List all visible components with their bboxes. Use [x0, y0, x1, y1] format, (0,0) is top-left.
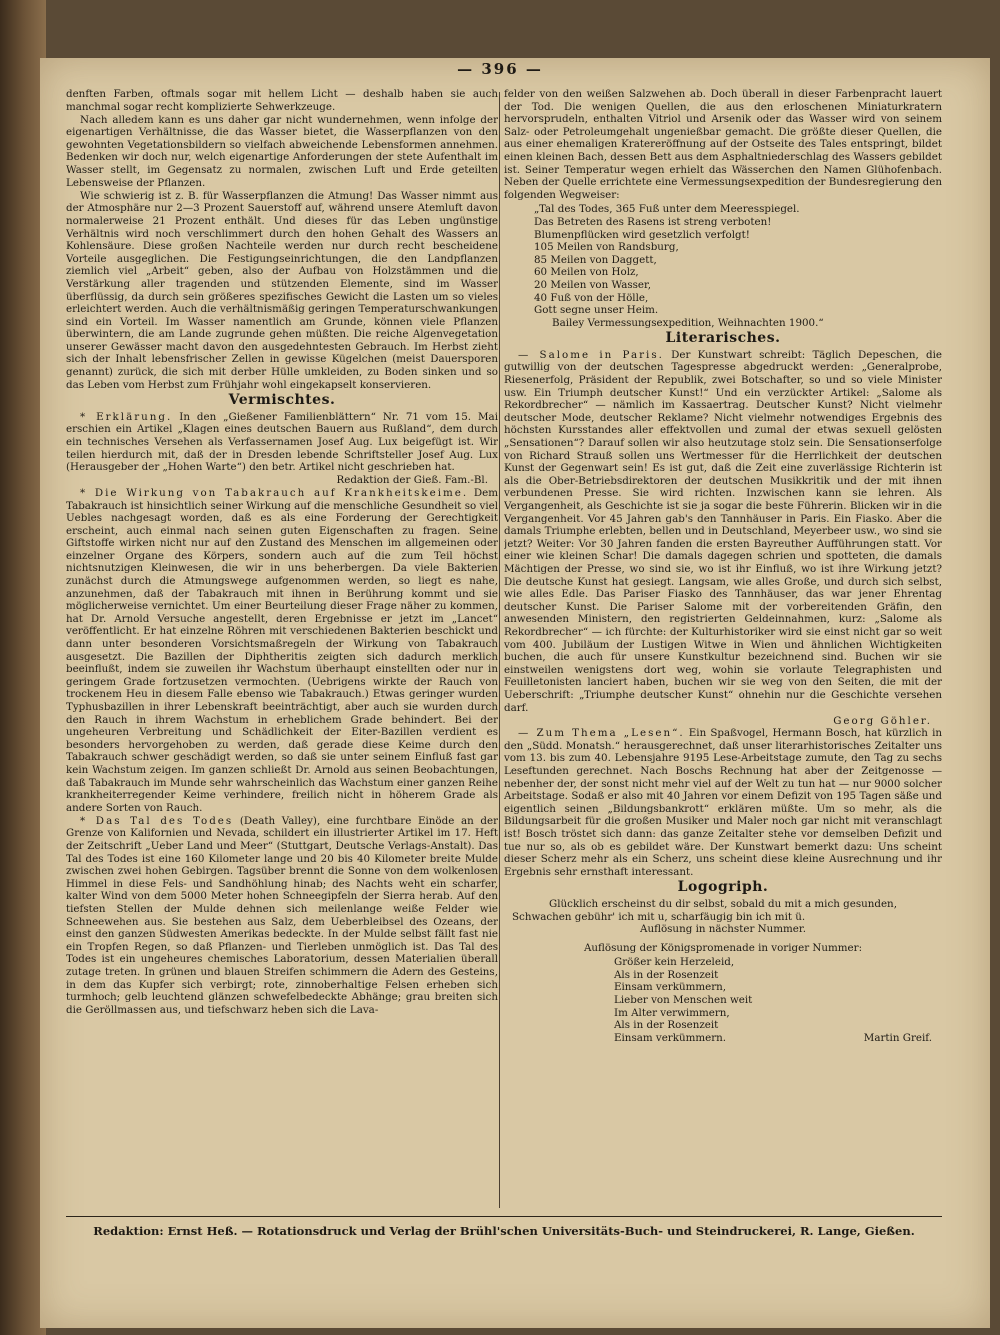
- article-salome: [504, 349, 942, 714]
- solution-line: Als in der Rosenzeit: [614, 968, 719, 981]
- solution-line: Als in der Rosenzeit: [614, 1019, 719, 1032]
- solution-line: Im Alter verwimmern,: [614, 1006, 730, 1019]
- signpost-line: 85 Meilen von Daggett,: [534, 253, 657, 266]
- footer-rule: [66, 1216, 942, 1217]
- article-text: (Death Valley), eine furchtbare Einöde an der Grenze von Kalifornien und Nevada, schildert ein illustrierter Artikel im 17. Heft der Zeitschrift „Ueber Land und Meer“ (Stuttgart, Deutsche Verlags-Anstalt). Das Tal des Todes ist eine 160 Kilometer lange und 20 bis 40 Kilometer breite Mulde zwischen zwei hohen Gebirgen. Tagsüber brennt die Sonne von dem wolkenlosen Himmel in diese Fels- und Sandhöhlung hinab; des Nachts weht ein scharfer, kalter Wind von dem 5000 Meter hohen Schneegipfeln der Sierra herab. Auf den tiefsten Stellen der Mulde dehnen sich meilenlange weiße Felder wie Schneewehen aus. Sie bestehen aus Salz, dem Ueberbleibsel des Ozeans, der einst den ganzen Südwesten Amerikas bedeckte. In der Mulde selbst fällt fast nie ein Tropfen Regen, so daß Pflanzen- und Tierleben unmöglich ist. Das Tal des Todes ist ein ungeheures chemisches Laboratorium, dessen Materialien überall zutage treten. In grünen und blauen Streifen schimmern die Adern des Gesteins, in dem das Kupfer sich verbirgt; rote, zinnoberhaltige Felsen erheben sich turmhoch; gelb leuchtend glänzen schwefelbedeckte Abhänge; grau breiten sich die Geröllmassen aus, und tiefschwarz heben sich die Lava-: [66, 814, 498, 1016]
- signpost-line: 105 Meilen von Randsburg,: [534, 241, 679, 254]
- section-heading-logogriph: Logogriph.: [677, 879, 769, 896]
- article-signature: Redaktion der Gieß. Fam.-Bl.: [336, 474, 488, 487]
- signpost-signature: Bailey Vermessungsexpedition, Weihnachten 1900.“: [552, 316, 824, 329]
- solution-line: Einsam verkümmern,: [614, 981, 727, 994]
- page-number: — 396 —: [457, 60, 543, 78]
- right-column: [504, 88, 942, 1208]
- left-column: [66, 88, 498, 1208]
- article-title: — Zum Thema „Lesen“.: [518, 727, 685, 740]
- logogriph-riddle: [504, 898, 942, 936]
- article-text: In den „Gießener Familienblättern“ Nr. 71 vom 15. Mai erschien ein Artikel „Klagen eines deutschen Bauern aus Rußland“, dem durch ein technisches Versehen als Verfassernamen Josef Aug. Lux beigefügt ist. Wir teilen hierdurch mit, daß der in Dresden lebende Schriftsteller Josef Aug. Lux (Herausgeber der „Hohen Warte“) den betr. Artikel nicht geschrieben hat.: [66, 410, 498, 474]
- solution-line: Einsam verkümmern.: [614, 1031, 727, 1044]
- section-heading-misc: Vermischtes.: [228, 392, 336, 409]
- signpost-line: „Tal des Todes, 365 Fuß unter dem Meeresspiegel.: [534, 203, 800, 216]
- signpost-line: 40 Fuß von der Hölle,: [534, 291, 649, 304]
- riddle-line: Auflösung in nächster Nummer.: [640, 923, 806, 936]
- solution-last-row: [614, 1032, 942, 1045]
- article-reading: [504, 727, 942, 878]
- paragraph: Nach alledem kann es uns daher gar nicht wundernehmen, wenn infolge der eigenartigen Verhältnisse, die das Wasser bietet, die Wasserpflanzen von den gewohnten Vegetationsbildern so vielfach abweichende Lebensformen annehmen. Bedenken wir doch nur, welch eigenartige Anforderungen der stete Aufenthalt im Wasser stellt, im Gegensatz zu normalen, zwischen Luft und Erde geteilten Lebensweise der Pflanzen.: [66, 113, 498, 189]
- riddle-line: Schwachen gebühr' ich mit u, scharfäugig bin ich mit ü.: [512, 910, 806, 923]
- section-heading-literary: Literarisches.: [665, 330, 781, 347]
- signpost-text: [534, 203, 942, 329]
- signpost-line: 60 Meilen von Holz,: [534, 266, 639, 279]
- article-signature: Georg Göhler.: [833, 714, 932, 727]
- signpost-line: 20 Meilen von Wasser,: [534, 278, 652, 291]
- signpost-line: Gott segne unser Heim.: [534, 304, 659, 317]
- imprint-footer: Redaktion: Ernst Heß. — Rotationsdruck und Verlag der Brühl'schen Universitäts-Buch- und Steindruckerei, R. Lange, Gießen.: [93, 1224, 915, 1238]
- paragraph: felder von den weißen Salzwehen ab. Doch überall in dieser Farbenpracht lauert der Tod. Die wenigen Quellen, die aus den erloschenen Miniaturkratern hervorsprudeln, enthalten Vitriol und Arsenik oder das Wasser wird von seinem Salz- oder Petroleumgehalt ungenießbar gemacht. Die größte dieser Quellen, die aus einer ehemaligen Kratereröffnung auf der Ostseite des Tales entspringt, bildet einen kleinen Bach, dessen Bett aus dem Asphaltniederschlag des Wassers gebildet ist. Seiner Temperatur wegen erhielt das Wässerchen den Namen Glühofenbach. Neben der Quelle errichtete eine Vermessungsexpedition der Bundesregierung den folgenden Wegweiser:: [504, 88, 942, 201]
- article-text: Dem Tabakrauch ist hinsichtlich seiner Wirkung auf die menschliche Gesundheit so viel Uebles nachgesagt worden, daß es als eine Forderung der Gerechtigkeit erscheint, auch einmal nach seinen guten Eigenschaften zu fragen. Seine Giftstoffe wirken nicht nur auf den Zustand des Menschen im allgemeinen oder einzelner Organe des Körpers, sondern auch auf die zum Teil höchst nichtsnutzigen Kleinwesen, die wir in uns beherbergen. Da viele Bakterien zunächst durch die Atmungswege aufgenommen werden, so liegt es nahe, anzunehmen, daß der Tabakrauch mit ihnen in Berührung kommt und sie möglicherweise vernichtet. Um einer Beurteilung dieser Frage näher zu kommen, hat Dr. Arnold Versuche angestellt, deren Ergebnisse er jetzt im „Lancet“ veröffentlicht. Er hat einzelne Röhren mit verschiedenen Bakterien beschickt und dann unter besonderen Vorsichtsmaßregeln der Wirkung von Tabakrauch ausgesetzt. Die Bazillen der Diphtheritis zeigten sich dadurch merklich beeinflußt, indem sie zuweilen ihr Wachstum überhaupt einstellten oder nur in geringem Grade fortzusetzen vermochten. (Uebrigens wirkte der Rauch von trockenem Heu in diesem Falle ebenso wie Tabakrauch.) Etwas geringer wurden Typhusbazillen in ihrer Lebenskraft beeinträchtigt, aber auch sie wurden durch den Rauch in ihrem Wachstum in erheblichem Grade behindert. Bei der ungeheuren Verbreitung und Schädlichkeit der Eiter-Bazillen verdient es besonders hervorgehoben zu werden, daß gerade diese Keime durch den Tabakrauch schwer geschädigt werden, so daß sie unter seinem Einfluß fast gar kein Wachstum zeigen. Im ganzen schließt Dr. Arnold aus seinen Beobachtungen, daß Tabakrauch im Munde sehr wahrscheinlich das Wachstum einer ganzen Reihe krankheiterregender Keime verhindere, freilich nicht in höherem Grade als andere Sorten von Rauch.: [66, 486, 498, 814]
- article-title: * Das Tal des Todes: [80, 814, 234, 827]
- article-text: Der Kunstwart schreibt: Täglich Depeschen, die gutwillig von der deutschen Tagespresse abgedruckt werden: „Generalprobe, Riesenerfolg, Präsident der Republik, zwei Botschafter, so und so viele Minister usw. Ein Triumph deutscher Kunst!“ Und ein verzückter Artikel: „Salome als Rekordbrecher“ — nämlich im Kassaertrag. Deutscher Kunst? Nicht vielmehr deutscher Mode, deutscher Reklame? Nicht vielmehr notwendiges Ergebnis des höchsten Kursstandes aller effektvollen und zumal der etwas sexuell gelösten „Sensationen“? Darauf sollen wir also heutzutage stolz sein. Die Sensationserfolge von Richard Strauß sollen uns Wertmesser für die Herrlichkeit der deutschen Kunst der Gegenwart sein! Es ist gut, daß die Zeit eine zuverlässige Richterin ist als die Ober-Betriebsdirektoren der deutschen Musikkritik und der mit ihnen verbundenen Presse. Sie wird richten. Inzwischen kann sie lehren. Als Vergangenheit, als Geschichte ist sie ja sogar die beste Führerin. Blicken wir in die Vergangenheit. Vor 45 Jahren gab's den Tannhäuser in Paris. Ein Fiasko. Aber die damals Triumphe erlebten, bellen und in Deutschland, Meyerbeer usw., wo sind sie jetzt? Weiter: Vor 30 Jahren fanden die ersten Bayreuther Aufführungen statt. Vor einer wie kleinen Schar! Die damals dagegen schrien und spotteten, die damals Mächtigen der Presse, wo sind sie, wo ist ihr Einfluß, wo ist ihre Wirkung jetzt? Die deutsche Kunst hat gesiegt. Langsam, wie alles Große, und durch sich selbst, wie alles Edle. Das Pariser Fiasko des Tannhäuser, das war jener Ehrentag deutscher Kunst. Die Pariser Salome mit der vorbereitenden Gräfin, den anwesenden Ministern, den registrierten Geldeinnahmen, kurz: „Salome als Rekordbrecher“ — ich fürchte: der Kulturhistoriker wird sie einst nicht gar so weit vom 400. Jubiläum der Lustigen Witwe in Wien und ähnlichen Wichtigkeiten buchen, die auch für unsere Kunstkultur bezeichnend sind. Buchen wir sie einstweilen wenigstens dort weg, wohin sie vorlaute Telegraphisten und Feuilletonisten lanciert haben, buchen wir sie weg von den Seiten, die mit der Ueberschrift: „Triumphe deutscher Kunst“ ohnehin nur die Geschichte versehen darf.: [504, 348, 942, 714]
- paragraph: Wie schwierig ist z. B. für Wasserpflanzen die Atmung! Das Wasser nimmt aus der Atmosphäre nur 2—3 Prozent Sauerstoff auf, während unsere Atemluft davon normalerweise 21 Prozent enthält. Und dieses für das Leben ungünstige Verhältnis wird noch verschlimmert durch den hohen Gehalt des Wassers an Kohlensäure. Diese großen Nachteile werden nur durch recht bescheidene Vorteile ausgeglichen. Die Festigungseinrichtungen, die den Landpflanzen ziemlich viel „Arbeit“ geben, also der Aufbau von Holzstämmen und die Verstärkung aller tragenden und stützenden Elemente, sind im Wasser überflüssig, da durch sein größeres spezifisches Gewicht die Lasten um so vieles erleichtert werden. Auch die verhältnismäßig geringen Temperaturschwankungen sind ein Vorteil. Im Wasser namentlich am Grunde, können viele Pflanzen überwintern, die am Lande zugrunde gehen müßten. Die reiche Algenvegetation unserer Gewässer macht davon den ausgedehntesten Gebrauch. Im Herbst zieht sich der Inhalt lebensfrischer Zellen in gewisse Kügelchen (meist Dauersporen genannt) zurück, die sich mit derber Hülle umkleiden, zu Boden sinken und so das Leben vom Herbst zum Frühjahr wohl eingekapselt konservieren.: [66, 189, 498, 391]
- article-title: * Erklärung.: [80, 410, 173, 423]
- article-title: — Salome in Paris.: [518, 348, 664, 361]
- solution-signature: Martin Greif.: [863, 1031, 932, 1044]
- article-declaration: [66, 411, 498, 474]
- paragraph: denften Farben, oftmals sogar mit hellem Licht — deshalb haben sie auch manchmal sogar recht komplizierte Sehwerkzeuge.: [66, 88, 498, 113]
- solution-line: Größer kein Herzeleid,: [614, 956, 735, 969]
- article-text: Ein Spaßvogel, Hermann Bosch, hat kürzlich in den „Südd. Monatsh.“ herausgerechnet, daß unser literarhistorisches Zeitalter uns vom 13. bis zum 40. Lebensjahre 9195 Lese-Arbeitstage zumute, den Tag zu sechs Leseftunden gerechnet. Nach Boschs Rechnung hat aber der Zeitgenosse — nebenher der, der sonst nicht mehr viel auf der Welt zu tun hat — nur 9000 solcher Arbeitstage. Sodaß er also mit 40 Jahren vor einem Defizit von 195 Tagen säße und eigentlich seinen „Bildungsbankrott“ erklären müßte. Um so mehr, als die Bildungsarbeit für die großen Musiker und Maler noch gar nicht mit veranschlagt ist! Bosch tröstet sich dann: das ganze Zeitalter stehe vor demselben Defizit und tue nur so, als ob es gebildet wäre. Der Kunstwart bemerkt dazu: Uns scheint dieser Scherz mehr als ein Scherz, uns scheint diese kleine Ausrechnung und ihr Ergebnis sehr ernsthaft interessant.: [504, 727, 942, 878]
- riddle-line: Glücklich erscheinst du dir selbst, sobald du mit a mich gesunden,: [549, 897, 897, 910]
- article-tobacco: [66, 487, 498, 814]
- article-title: * Die Wirkung von Tabakrauch auf Krankheitskeime.: [80, 486, 469, 499]
- solution-title: Auflösung der Königspromenade in voriger Nummer:: [583, 941, 863, 954]
- signpost-line: Blumenpflücken wird gesetzlich verfolgt!: [534, 228, 750, 241]
- solution-poem: [614, 956, 942, 1044]
- signpost-line: Das Betreten des Rasens ist streng verboten!: [534, 215, 772, 228]
- solution-line: Lieber von Menschen weit: [614, 994, 753, 1007]
- column-divider: [499, 92, 500, 1208]
- article-death-valley: [66, 815, 498, 1017]
